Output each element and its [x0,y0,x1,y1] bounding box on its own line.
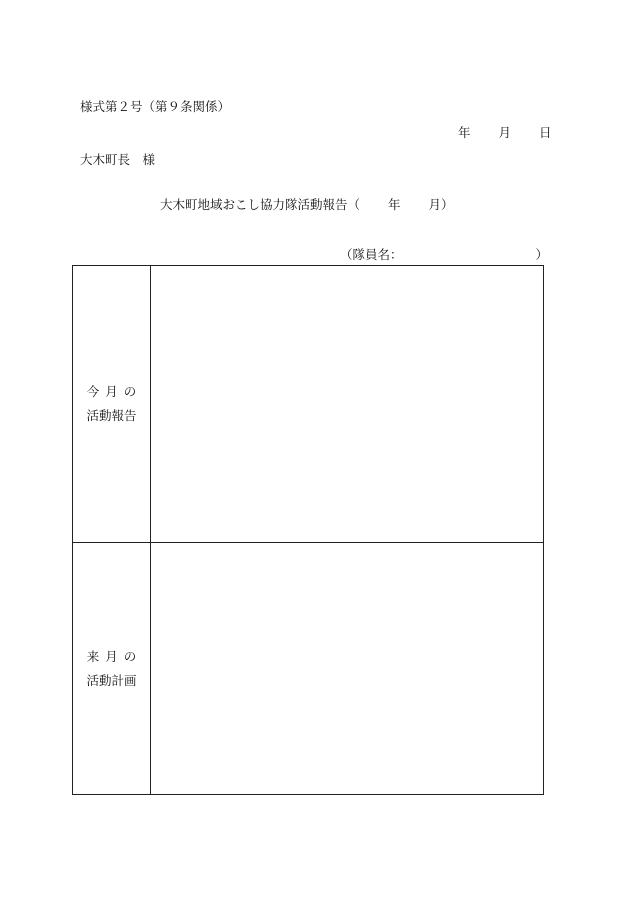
this-month-report-field[interactable] [151,266,543,542]
form-number: 様式第２号（第９条関係） [80,99,231,114]
addressee: 大木町長 様 [80,152,156,167]
member-name-close: ） [535,247,549,262]
next-month-label-cell [73,543,151,794]
date-year-label: 年 [458,125,471,140]
table-row-next-month [73,543,543,794]
table-row-this-month [73,266,543,543]
document-title [160,195,454,213]
member-name-label: （隊員名： [340,247,403,262]
this-month-label-cell [73,266,151,542]
date-line [458,123,552,141]
this-month-label-line1: 今月の [86,384,143,399]
title-main: 大木町地域おこし協力隊活動報告（ [160,197,361,212]
next-month-label-line1: 来月の [86,648,143,664]
member-name-line [340,245,548,263]
next-month-plan-field[interactable] [151,543,543,794]
title-month: 月） [428,197,454,212]
report-table [72,265,544,795]
date-month-label: 月 [498,125,512,140]
date-day-label: 日 [539,125,552,140]
this-month-label-line2: 活動報告 [86,408,137,423]
next-month-label-line2: 活動計画 [86,672,137,688]
title-year: 年 [388,197,401,212]
